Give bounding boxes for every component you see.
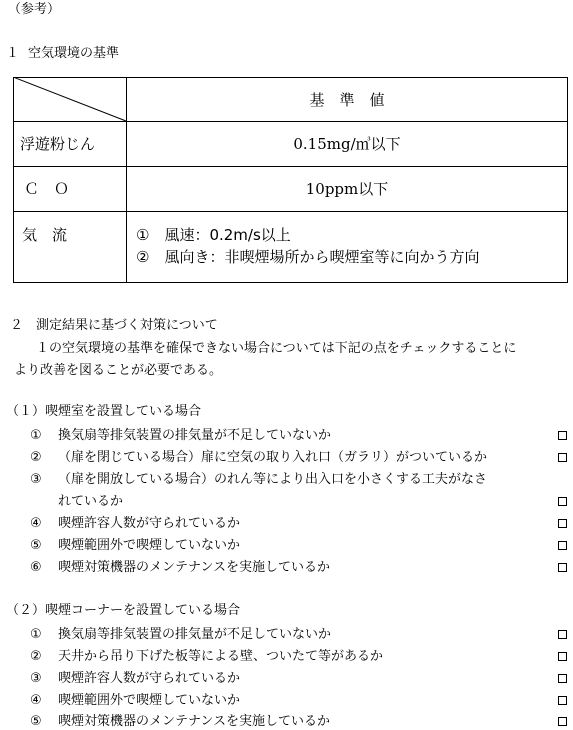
checklist2-item-checkbox[interactable] (558, 652, 567, 661)
checklist1-item-text: 喫煙許容人数が守られているか (58, 516, 241, 531)
checklist1-item-num: ④ (30, 516, 42, 531)
checklist1-item-num: ① (30, 428, 42, 443)
section2-title: 測定結果に基づく対策について (36, 318, 218, 333)
checklist1-item-text: 喫煙対策機器のメンテナンスを実施しているか (58, 560, 330, 575)
table-corner-diagonal (13, 77, 127, 122)
checklist1-item-text: 喫煙範囲外で喫煙していないか (58, 538, 241, 553)
table-header-value: 基 準 値 (309, 90, 385, 109)
checklist1-item-text: （扉を開放している場合）のれん等により出入口を小さくする工夫がなさ (58, 472, 488, 487)
checklist2-item-checkbox[interactable] (558, 674, 567, 683)
checklist2-item-num: ⑤ (30, 714, 42, 729)
row-label-dust: 浮遊粉じん (20, 135, 96, 153)
checklist2-item-text: 天井から吊り下げた板等による壁、ついたて等があるか (58, 649, 384, 664)
checklist1-item-num: ② (30, 450, 42, 465)
checklist2-item-checkbox[interactable] (558, 696, 567, 705)
section2-intro-line1: １の空気環境の基準を確保できない場合については下記の点をチェックすることに (36, 341, 517, 356)
checklist1-item-num: ⑥ (30, 560, 42, 575)
section1-title: 空気環境の基準 (28, 46, 120, 61)
checklist2-heading: （２）喫煙コーナーを設置している場合 (6, 603, 241, 618)
checklist1-item-num: ⑤ (30, 538, 42, 553)
reference-label: （参考） (8, 2, 61, 17)
row-label-co: Ｃ Ｏ (24, 180, 70, 198)
checklist1-item-checkbox[interactable] (558, 541, 567, 550)
checklist1-item-checkbox[interactable] (558, 431, 567, 440)
checklist1-item-checkbox[interactable] (558, 453, 567, 462)
checklist2-item-num: ④ (30, 693, 42, 708)
row-value-airflow-direction: ② 風向き：非喫煙場所から喫煙室等に向かう方向 (136, 248, 480, 266)
section2-intro-line2: より改善を図ることが必要である。 (14, 363, 223, 378)
checklist2-item-checkbox[interactable] (558, 717, 567, 726)
checklist1-item-text-continued: れているか (58, 494, 124, 509)
checklist2-item-text: 喫煙対策機器のメンテナンスを実施しているか (58, 714, 330, 729)
checklist1-item-checkbox[interactable] (558, 497, 567, 506)
checklist1-item-checkbox[interactable] (558, 563, 567, 572)
checklist2-item-num: ② (30, 649, 42, 664)
row-value-dust: 0.15mg/㎥以下 (293, 135, 401, 153)
checklist2-item-num: ① (30, 627, 42, 642)
row-value-airflow-speed: ① 風速：0.2m/s以上 (136, 226, 291, 244)
checklist1-item-text: 換気扇等排気装置の排気量が不足していないか (58, 428, 332, 443)
section1-number: １ (6, 46, 20, 61)
checklist1-item-checkbox[interactable] (558, 519, 567, 528)
checklist1-item-text: （扉を閉じている場合）扉に空気の取り入れ口（ガラリ）がついているか (58, 450, 488, 465)
checklist2-item-text: 喫煙範囲外で喫煙していないか (58, 693, 241, 708)
checklist2-item-checkbox[interactable] (558, 630, 567, 639)
section2-number: ２ (10, 318, 24, 333)
checklist1-item-num: ③ (30, 472, 42, 487)
row-value-co: 10ppm以下 (305, 180, 389, 198)
checklist1-heading: （１）喫煙室を設置している場合 (6, 404, 202, 419)
row-label-airflow: 気 流 (22, 226, 68, 244)
checklist2-item-text: 喫煙許容人数が守られているか (58, 671, 241, 686)
checklist2-item-num: ③ (30, 671, 42, 686)
checklist2-item-text: 換気扇等排気装置の排気量が不足していないか (58, 627, 332, 642)
